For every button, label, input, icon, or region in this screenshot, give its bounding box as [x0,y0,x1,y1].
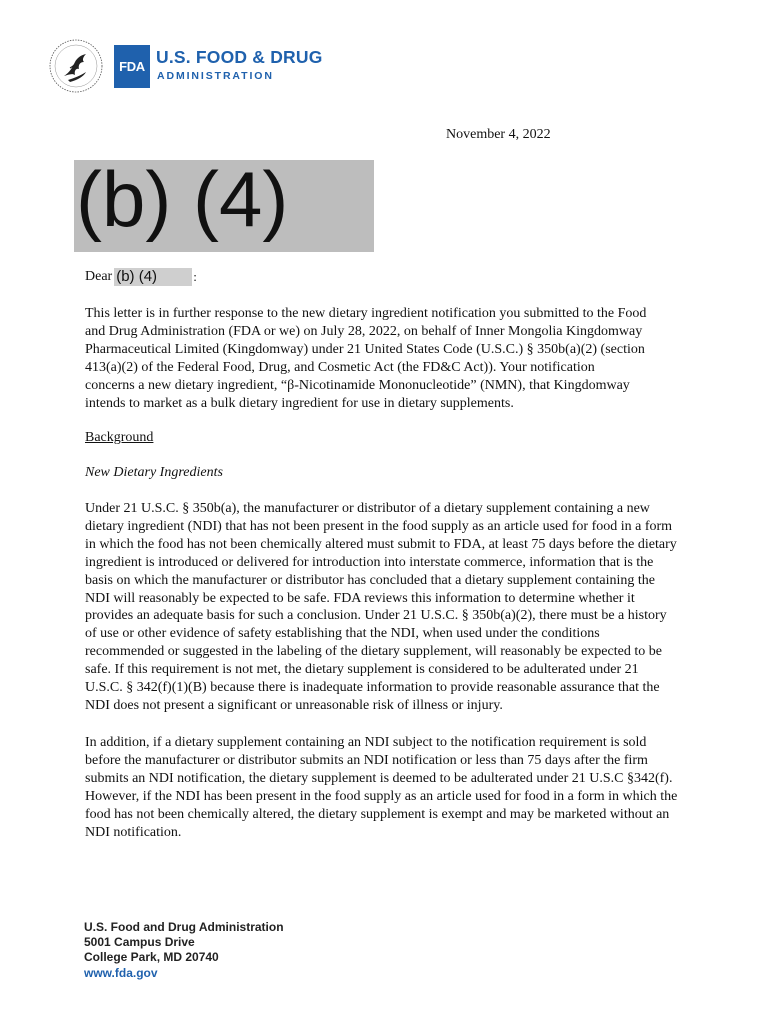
salutation-suffix: : [193,269,197,284]
agency-name: U.S. FOOD & DRUG [156,47,323,67]
footer-address [84,920,284,981]
hhs-seal-logo [48,38,104,94]
letter-date: November 4, 2022 [446,127,551,142]
fda-logo-box: FDA [114,45,150,88]
text-line: intends to market as a bulk dietary ingredient for use in dietary supplements. [85,395,514,411]
footer-street: 5001 Campus Drive [84,935,195,950]
section-heading: Background [85,430,154,445]
text-line: and Drug Administration (FDA or we) on July 28, 2022, on behalf of Inner Mongolia Kingdomway [85,323,643,339]
text-line: Under 21 U.S.C. § 350b(a), the manufacturer or distributor of a dietary supplement containing a new [85,501,650,516]
salutation-prefix: Dear [85,269,113,284]
text-line: NDI does not present a significant or unreasonable risk of illness or injury. [85,697,503,713]
intro-paragraph [85,305,725,412]
redaction-block-large [74,160,374,252]
text-line: In addition, if a dietary supplement containing an NDI subject to the notification requirement is sold [85,735,647,750]
redaction-block-small: (b) (4) [114,268,192,286]
text-line: NDI will reasonably be expected to be safe. FDA reviews this information to determine whether it [85,590,635,606]
text-line: This letter is in further response to the new dietary ingredient notification you submitted to the Food [85,306,647,321]
text-line: concerns a new dietary ingredient, “β-Nicotinamide Mononucleotide” (NMN), that Kingdomway [85,377,630,393]
subsection-heading: New Dietary Ingredients [85,465,223,480]
text-line: Pharmaceutical Limited (Kingdomway) under 21 United States Code (U.S.C.) § 350b(a)(2) (section [85,341,645,357]
footer-website-link[interactable]: www.fda.gov [84,965,158,980]
text-line: 413(a)(2) of the Federal Food, Drug, and Cosmetic Act (the FD&C Act)). Your notification [85,359,595,375]
eagle-seal-icon [48,38,104,94]
text-line: provides an adequate basis for such a conclusion. Under 21 U.S.C. § 350b(a)(2), there must be a history [85,608,667,624]
text-line: food has not been chemically altered, the dietary supplement is exempt and may be marketed without an [85,806,670,822]
redaction-label: (b) (4) [76,160,289,243]
footer-org: U.S. Food and Drug Administration [84,920,284,934]
text-line: recommended or suggested in the labeling of the dietary supplement, will reasonably be expected to be [85,644,662,660]
text-line: However, if the NDI has been present in the food supply as an article used for food in a form in which the [85,788,678,804]
text-line: NDI notification. [85,824,182,840]
salutation [85,268,197,286]
text-line: ingredient is introduced or delivered for introduction into interstate commerce, information that is the [85,554,654,570]
text-line: U.S.C. § 342(f)(1)(B) because there is inadequate information to provide reasonable assurance that the [85,680,660,696]
text-line: submits an NDI notification, the dietary supplement is deemed to be adulterated under 21 U.S.C §342(f). [85,770,673,786]
ndi-paragraph-2 [85,734,725,841]
ndi-paragraph-1 [85,500,725,715]
text-line: safe. If this requirement is not met, the dietary supplement is considered to be adulterated under 21 [85,662,639,678]
agency-subname: ADMINISTRATION [157,70,274,82]
text-line: before the manufacturer or distributor submits an NDI notification or less than 75 days after the firm [85,752,648,768]
text-line: in which the food has not been chemically altered must submit to FDA, at least 75 days before the dietary [85,536,677,552]
footer-city: College Park, MD 20740 [84,950,219,965]
text-line: basis on which the manufacturer or distributor has concluded that a dietary supplement containing the [85,572,655,588]
text-line: dietary ingredient (NDI) that has not been present in the food supply as an article used for food in a form [85,518,673,534]
text-line: of use or other evidence of safety establishing that the NDI, when used under the conditions [85,626,600,642]
